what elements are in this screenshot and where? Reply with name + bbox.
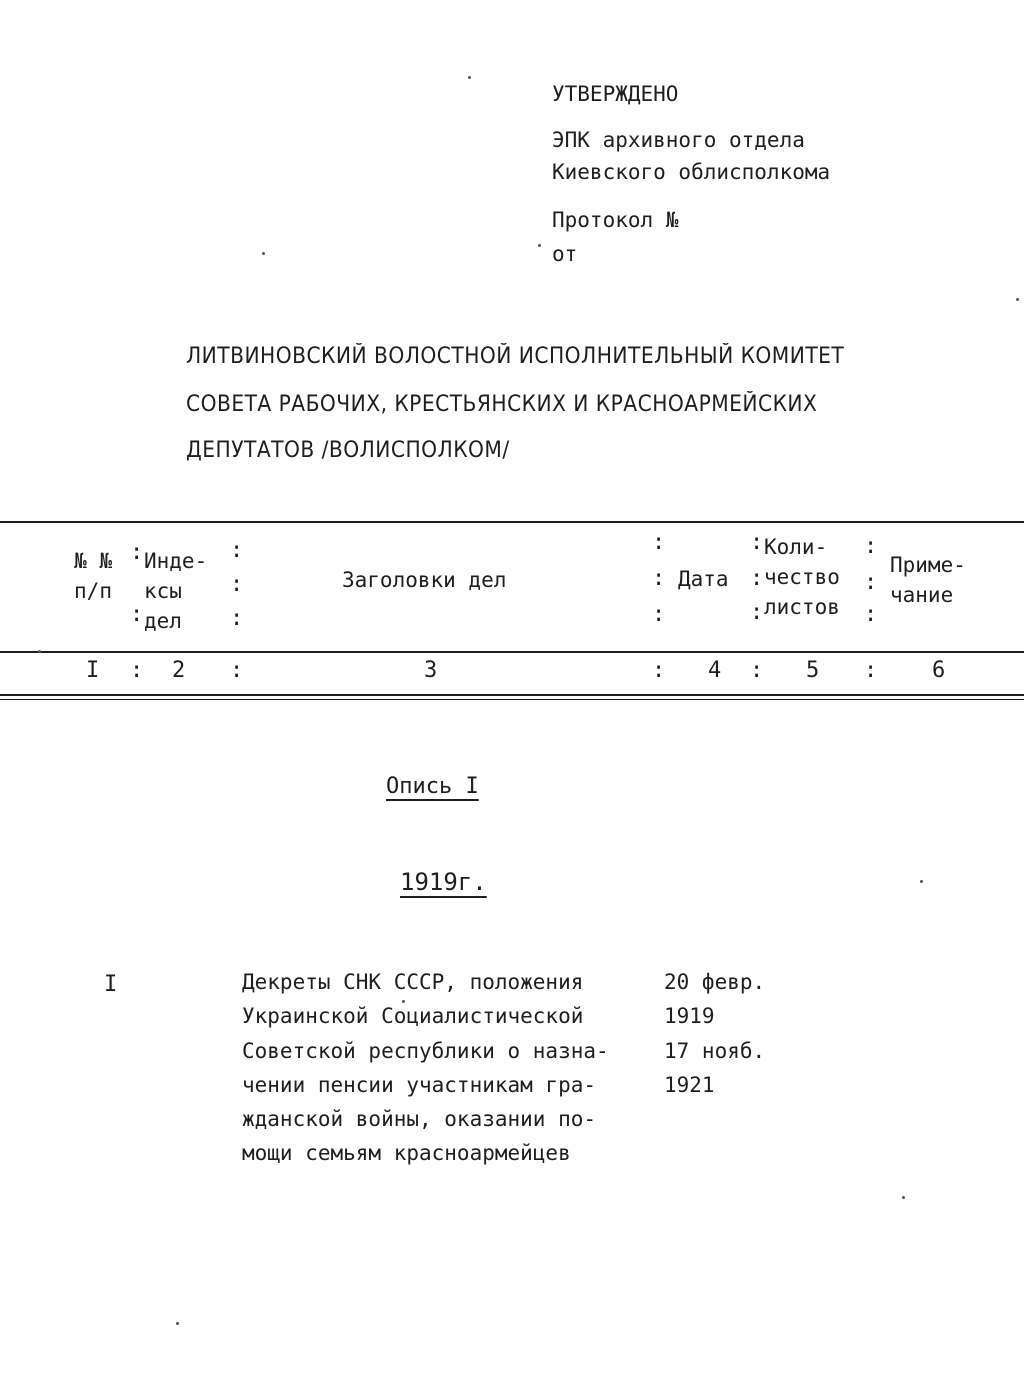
table-mid-rule <box>0 651 1024 653</box>
heading-line3: ДЕПУТАТОВ /ВОЛИСПОЛКОМ/ <box>186 438 510 463</box>
table-top-rule <box>0 521 1024 523</box>
header-index <box>144 546 207 636</box>
separator: : <box>652 658 666 683</box>
separator: : <box>130 540 144 565</box>
separator: : <box>130 602 144 627</box>
entry-date-line: 20 февр. <box>664 970 766 994</box>
header-date: Дата <box>678 567 729 591</box>
header-count-line1: Коли- <box>764 535 828 559</box>
entry-title-line: Украинской Социалистической <box>242 1004 584 1028</box>
approval-org-line1: ЭПК архивного отдела <box>552 128 805 152</box>
entry-title-line: Советской республики о назна- <box>242 1039 609 1063</box>
header-num <box>58 546 128 606</box>
column-number: 4 <box>708 658 722 683</box>
header-note <box>890 550 966 610</box>
header-title: Заголовки дел <box>342 568 507 592</box>
heading-line1: ЛИТВИНОВСКИЙ ВОЛОСТНОЙ ИСПОЛНИТЕЛЬНЫЙ КОМИТЕТ <box>186 344 845 369</box>
separator: : <box>750 658 764 683</box>
separator: : <box>652 566 666 591</box>
header-num-line1: № № <box>74 549 112 573</box>
column-number: 3 <box>424 658 438 683</box>
separator: : <box>230 606 244 631</box>
separator: : <box>864 658 878 683</box>
table-bottom-rule-1 <box>0 694 1024 696</box>
approval-protocol: Протокол № <box>552 208 679 232</box>
separator: : <box>652 530 666 555</box>
column-number: 2 <box>172 658 186 683</box>
scan-speck <box>38 650 41 653</box>
table-bottom-rule-2 <box>0 699 1024 700</box>
separator: : <box>750 566 764 591</box>
header-note-line1: Приме- <box>890 553 966 577</box>
header-index-line2: ксы <box>144 579 182 603</box>
inventory-year: 1919г. <box>400 868 487 896</box>
header-num-line2: п/п <box>74 579 112 603</box>
scan-speck <box>920 880 923 883</box>
heading-line2: СОВЕТА РАБОЧИХ, КРЕСТЬЯНСКИХ И КРАСНОАРМЕЙСКИХ <box>186 392 818 417</box>
header-count <box>764 532 840 622</box>
column-number: 5 <box>806 658 820 683</box>
entry-date-line: 17 нояб. <box>664 1039 766 1063</box>
header-count-line2: чество <box>764 565 840 589</box>
entry-title-line: чении пенсии участникам гра- <box>242 1073 597 1097</box>
entry-title-line: жданской войны, оказании по- <box>242 1107 597 1131</box>
column-number: 6 <box>932 658 946 683</box>
separator: : <box>130 658 144 683</box>
separator: : <box>230 658 244 683</box>
approval-from: от <box>552 242 578 266</box>
entry-date-line: 1921 <box>664 1073 715 1097</box>
entry-date-line: 1919 <box>664 1004 715 1028</box>
scan-speck <box>176 1322 179 1325</box>
scan-speck <box>538 244 541 247</box>
inventory-title: Опись I <box>386 774 479 799</box>
scan-speck <box>902 1196 905 1199</box>
column-number: I <box>86 658 100 683</box>
separator: : <box>750 600 764 625</box>
entry-title-line: мощи семьям красноармейцев <box>242 1141 571 1165</box>
header-index-line1: Инде- <box>144 549 208 573</box>
separator: : <box>230 572 244 597</box>
scan-speck <box>468 76 471 79</box>
separator: : <box>230 538 244 563</box>
approval-org-line2: Киевского облисполкома <box>552 160 831 184</box>
scan-speck <box>1016 298 1019 301</box>
separator: : <box>864 534 878 559</box>
scan-speck <box>262 252 265 255</box>
header-note-line2: чание <box>890 583 954 607</box>
separator: : <box>864 602 878 627</box>
separator: : <box>750 530 764 555</box>
scan-speck <box>402 1000 405 1003</box>
separator: : <box>652 602 666 627</box>
header-index-line3: дел <box>144 609 182 633</box>
entry-number: I <box>104 972 118 997</box>
approval-stamp: УТВЕРЖДЕНО <box>552 82 679 106</box>
entry-title-line: Декреты СНК СССР, положения <box>242 970 584 994</box>
header-count-line3: листов <box>764 595 840 619</box>
separator: : <box>864 570 878 595</box>
